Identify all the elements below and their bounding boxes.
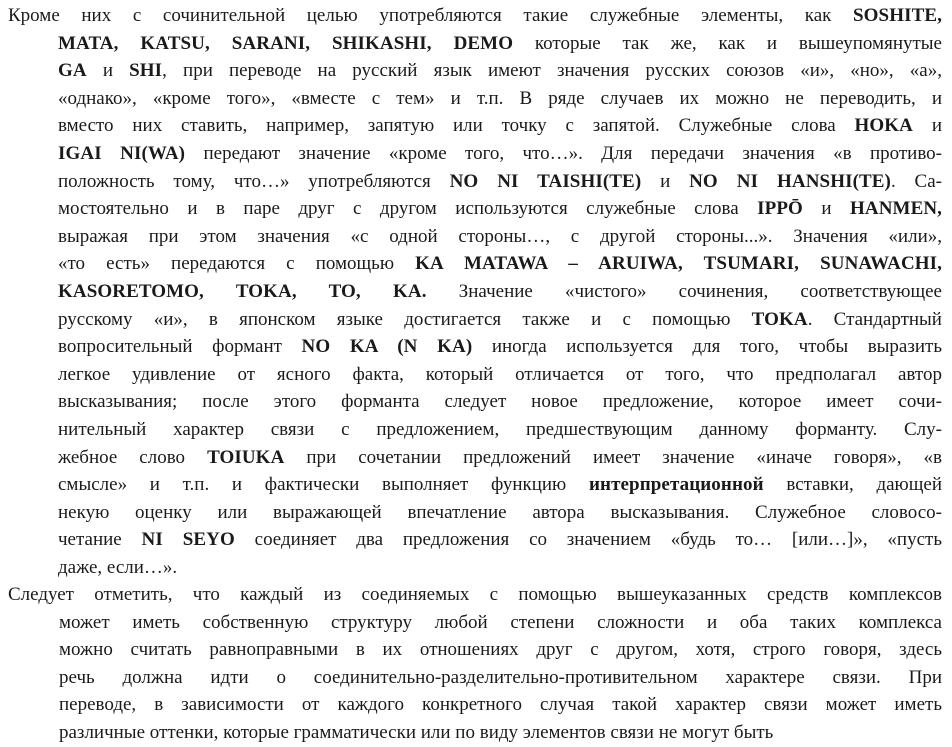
text-run: нительный характер связи с предложением, предшествующим данному форманту. Слу-: [58, 418, 942, 440]
bold-term: GA: [58, 60, 87, 82]
text-line: [8, 140, 942, 168]
bold-term: SOSHITE,: [853, 5, 942, 26]
bold-term: TOKA: [751, 308, 808, 330]
text-line: [8, 333, 942, 361]
text-run: , при переводе на русский язык имеют значения русских союзов «и», «но», «а»,: [162, 60, 942, 82]
bold-term: IGAI NI(WA): [58, 142, 186, 164]
text-run: вопросительный формант: [58, 336, 302, 358]
text-line: [8, 719, 942, 747]
bold-term: IPPŌ: [757, 198, 803, 220]
text-run: и: [86, 60, 130, 82]
text-run: вставки, дающей: [763, 474, 942, 496]
text-line: [8, 609, 942, 637]
text-run: . Са-: [890, 170, 942, 192]
text-run: Следует отметить, что каждый из соединяемых с помощью вышеуказанных средств комплексов: [8, 584, 942, 605]
text-run: которые так же, как и вышеупомянутые: [513, 32, 942, 54]
text-run: даже, если…».: [58, 556, 178, 578]
text-line: [8, 444, 942, 472]
text-run: русскому «и», в японском языке достигается также и с помощью: [58, 308, 752, 330]
bold-term: TOIUKA: [207, 446, 285, 468]
text-run: при сочетании предложений имеет значение «иначе говоря», «в: [284, 446, 942, 468]
text-run: соединяет два предложения со значением «будь то… [или…]», «пусть: [234, 529, 942, 551]
text-line: [8, 361, 942, 389]
text-run: положность тому, что…» употребляются: [58, 170, 450, 192]
text-run: «однако», «кроме того», «вместе с тем» и т.п. В ряде случаев их можно не переводить, и: [58, 87, 942, 109]
text-line: [8, 250, 942, 278]
text-line: [8, 499, 942, 527]
text-line: [8, 691, 942, 719]
text-line: [8, 30, 942, 58]
text-run: и: [641, 170, 690, 192]
text-run: мостоятельно и в паре друг с другом используются служебные слова: [58, 198, 758, 220]
text-run: четание: [58, 529, 142, 551]
text-line: [8, 636, 942, 664]
bold-term: интерпретационной: [588, 474, 764, 496]
text-run: смысле» и т.п. и фактически выполняет функцию: [58, 474, 589, 496]
text-line: [8, 278, 942, 306]
text-line: [8, 416, 942, 444]
text-run: высказывания; после этого форманта следует новое предложение, которое имеет сочи-: [58, 391, 942, 413]
bold-term: KA MATAWA – ARUIWA, TSUMARI, SUNAWACHI,: [415, 253, 942, 275]
text-line: [8, 526, 942, 554]
text-line: [8, 57, 942, 85]
text-run: можно считать равноправными в их отношениях друг с другом, хотя, строго говоря, здесь: [59, 639, 942, 661]
text-line: [8, 2, 942, 30]
text-run: легкое удивление от ясного факта, который отличается от того, что предполагал автор: [58, 363, 942, 385]
text-run: выражая при этом значения «с одной стороны…, с другой стороны...». Значения «или»,: [58, 225, 942, 247]
paragraph-coordinating-elements: [8, 2, 942, 581]
text-run: и: [913, 115, 942, 137]
bold-term: HANMEN,: [850, 198, 943, 220]
text-run: речь должна идти о соединительно-разделительно-противительном характере связи. При: [59, 666, 942, 688]
text-line: [8, 85, 942, 113]
text-line: [8, 223, 942, 251]
bold-term: NO KA (N KA): [301, 336, 473, 358]
text-line: [8, 471, 942, 499]
text-run: передают значение «кроме того, что…». Для передачи значения «в противо-: [185, 142, 942, 164]
text-line: [8, 664, 942, 692]
text-run: иногда используется для того, чтобы выразить: [472, 336, 943, 358]
paragraph-complex-structure: [8, 581, 942, 747]
text-run: может иметь собственную структуру любой степени сложности и оба таких комплекса: [59, 611, 942, 633]
text-run: Кроме них с сочинительной целью употребляются такие служебные элементы, как: [8, 5, 854, 26]
bold-term: SHI: [129, 60, 163, 82]
bold-term: HOKA: [854, 115, 914, 137]
bold-term: NO NI TAISHI(TE): [449, 170, 642, 192]
text-run: вместо них ставить, например, запятую или точку с запятой. Служебные слова: [58, 115, 855, 137]
text-run: Значение «чистого» сочинения, соответствующее: [426, 280, 942, 302]
bold-term: NO NI HANSHI(TE): [689, 170, 891, 192]
text-run: и: [802, 198, 851, 220]
text-run: различные оттенки, которые грамматически или по виду элементов связи не могут быть: [59, 721, 774, 743]
text-run: переводе, в зависимости от каждого конкретного случая такой характер связи может иметь: [59, 694, 942, 716]
text-run: некую оценку или выражающей впечатление автора высказывания. Служебное словосо-: [58, 501, 942, 523]
bold-term: MATA, KATSU, SARANI, SHIKASHI, DEMO: [58, 32, 514, 54]
bold-term: NI SEYO: [141, 529, 235, 551]
text-run: жебное слово: [58, 446, 208, 468]
text-line: [8, 554, 942, 582]
text-run: «то есть» передаются с помощью: [58, 253, 416, 275]
text-line: [8, 306, 942, 334]
text-line: [8, 168, 942, 196]
text-line: [8, 112, 942, 140]
text-line: [8, 388, 942, 416]
bold-term: KASORETOMO, TOKA, TO, KA.: [58, 280, 427, 302]
text-line: [8, 195, 942, 223]
text-run: . Стандартный: [807, 308, 942, 330]
text-line: [8, 581, 942, 609]
